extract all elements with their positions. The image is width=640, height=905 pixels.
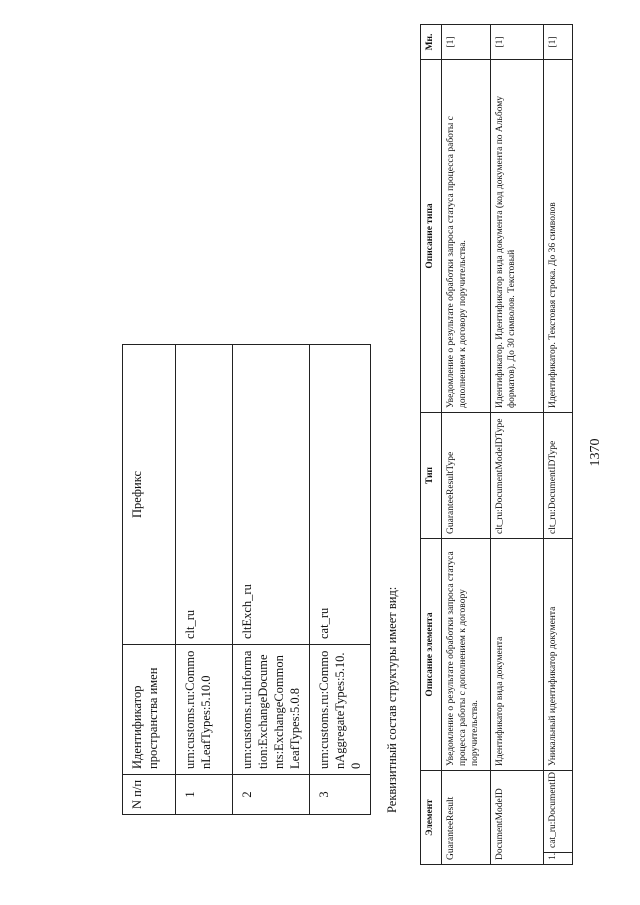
intro-text: Реквизитный состав структуры имеет вид: xyxy=(385,586,399,813)
element-description: Идентификатор вида документа xyxy=(491,538,544,770)
table-row xyxy=(233,345,310,815)
element-type: clt_ru:DocumentModeIDType xyxy=(491,412,544,538)
page-number: 1370 xyxy=(588,438,603,467)
header-element-description: Описание элемента xyxy=(421,538,442,770)
header-type-description: Описание типа xyxy=(421,59,442,412)
structure-table-header xyxy=(421,24,442,864)
type-description: Идентификатор. Идентификатор вида документа (код документа по Альбому форматов). До 30 символов. Текстовый xyxy=(491,59,544,412)
header-identifier: Идентификатор пространства имен xyxy=(123,645,176,775)
header-prefix: Префикс xyxy=(123,345,176,645)
row-num: 2 xyxy=(233,775,310,815)
multiplicity: [1] xyxy=(442,24,491,59)
table-row xyxy=(176,345,233,815)
element-type: clt_ru:DocumentIDType xyxy=(544,412,573,538)
element-type: GuaranteeResultType xyxy=(442,412,491,538)
namespace-table xyxy=(122,344,371,815)
header-type: Тип xyxy=(421,412,442,538)
type-description: Идентификатор. Текстовая строка. До 36 символов xyxy=(544,59,573,412)
namespace-prefix: cltExch_ru xyxy=(233,345,310,645)
namespace-uri: urn:customs.ru:CommonLeafTypes:5.10.0 xyxy=(176,645,233,775)
multiplicity: [1] xyxy=(544,24,573,59)
element-description: Уникальный идентификатор документа xyxy=(544,538,573,770)
element-name: DocumentModeID xyxy=(491,770,544,864)
element-name: GuaranteeResult xyxy=(442,770,491,864)
row-num: 3 xyxy=(310,775,371,815)
multiplicity: [1] xyxy=(491,24,544,59)
element-name: cat_ru:DocumentID xyxy=(544,770,573,852)
namespace-uri: urn:customs.ru:CommonAggregateTypes:5.10.0 xyxy=(310,645,371,775)
namespace-prefix: cat_ru xyxy=(310,345,371,645)
table-row xyxy=(442,24,491,864)
row-num: 1. xyxy=(544,853,573,865)
namespace-prefix: clt_ru xyxy=(176,345,233,645)
header-num: N п/п xyxy=(123,775,176,815)
namespace-table-header xyxy=(123,345,176,815)
type-description: Уведомление о результате обработки запроса статуса процесса работы с дополнением к договору поручительства. xyxy=(442,59,491,412)
header-element: Элемент xyxy=(421,770,442,864)
table-row xyxy=(544,24,573,864)
table-row xyxy=(310,345,371,815)
header-multiplicity: Мн. xyxy=(421,24,442,59)
table-row xyxy=(491,24,544,864)
row-num: 1 xyxy=(176,775,233,815)
element-description: Уведомление о результате обработки запроса статуса процесса работы с дополнением к договору поручительства. xyxy=(442,538,491,770)
namespace-uri: urn:customs.ru:Information:ExchangeDocuments:ExchangeCommonLeafTypes:5.0.8 xyxy=(233,645,310,775)
structure-table xyxy=(420,24,573,865)
